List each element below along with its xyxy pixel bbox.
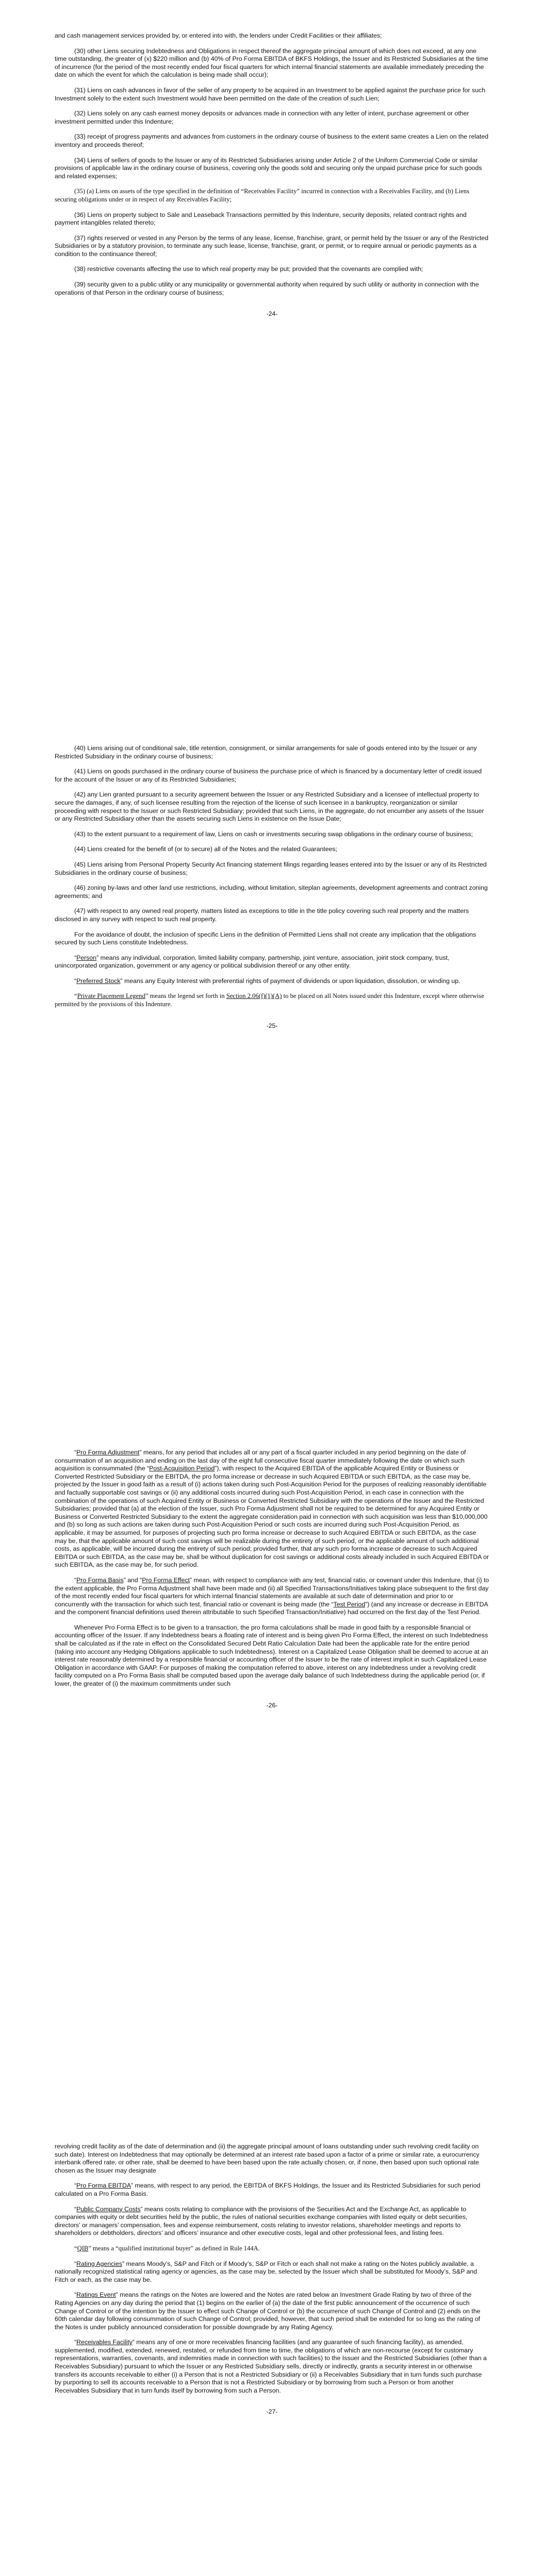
lien-clause-42: (42) any Lien granted pursuant to a security agreement between the Issuer or any Restricted Subsidiary and a licensee of intellectual property to secure the damages, if any, of such licensee resulting from the rejection of the license of such licensee in a bankruptcy, reorganization or similar proceeding with respect to the Issuer or such Restricted Subsidiary; provided that such Liens, in the aggregate, do not encumber any assets of the Issuer or any Restricted Subsidiary other than the assets securing such Liens in existence on the Issue Date; bbox=[55, 791, 484, 823]
defined-term: Rating Agencies bbox=[76, 2260, 122, 2267]
page-number: -26- bbox=[266, 1701, 278, 1709]
lien-clause-44: (44) Liens created for the benefit of (or to secure) all of the Notes and the related Guarantees; bbox=[74, 845, 337, 853]
definition-private-placement-legend: “Private Placement Legend” means the legend set forth in Section 2.06(f)(1)(A) to be placed on all Notes issued under this Indenture, except where otherwise permitted by the provisions of this Indenture. bbox=[55, 992, 484, 1008]
definition-pro-forma-basis: “Pro Forma Basis” and “Pro Forma Effect” mean, with respect to compliance with any test, financial ratio, or covenant under this Indenture, that (i) to the extent applicable, the Pro Forma Adjustment shall have been made and (ii) all Specified Transactions/Initiatives taking place subsequent to the first day of the most recently ended four fiscal quarters for which internal financial statements are available at such date of determination and prior to or concurrently with the transaction for which such test, financial ratio or covenant is being made (the “Test Period”) (and any increase or decrease in EBITDA and the component financial definitions used therein attributable to such Specified Transaction/Initiative) had occurred on the first day of the Test Period. bbox=[55, 1576, 489, 1616]
definition-rating-agencies: “Rating Agencies” means Moody’s, S&P and Fitch or if Moody’s, S&P or Fitch or each shall not make a rating on the Notes publicly available, a nationally recognized statistical rating agency or agencies, as the case may be, selected by the Issuer which shall be substituted for Moody’s, S&P and Fitch or each, as the case may be. bbox=[55, 2260, 477, 2283]
lien-clause-45: (45) Liens arising from Personal Property Security Act financing statement filings regarding leases entered into by the Issuer or any of its Restricted Subsidiaries in the ordinary course of business; bbox=[55, 860, 487, 876]
page-number: -27- bbox=[266, 2408, 278, 2416]
lien-clause-33: (33) receipt of progress payments and advances from customers in the ordinary course of business to the extent same creates a Lien on the related inventory and proceeds thereof; bbox=[55, 133, 489, 148]
lien-clause-37: (37) rights reserved or vested in any Person by the terms of any lease, license, franchise, grant, or permit held by the Issuer or any of the Restricted Subsidiaries or by a statutory provision, to terminate any such lease, license, franchise, grant, or permit, or to require annual or periodic payments as a condition to the continuance thereof; bbox=[55, 234, 489, 258]
definition-preferred-stock: “Preferred Stock” means any Equity Interest with preferential rights of payment of dividends or upon liquidation, dissolution, or winding up. bbox=[74, 977, 460, 985]
lien-clause-30: (30) other Liens securing Indebtedness and Obligations in respect thereof the aggregate principal amount of which does not exceed, at any one time outstanding, the greater of (x) $220 million and (b) 40% of Pro Forma EBITDA of BKFS Holdings, the Issuer and its Restricted Subsidiaries at the time of incurrence (for the period of the most recently ended four fiscal quarters for which internal financial statements are available immediately preceding the date on which the event for which the calculation is being made shall occur); bbox=[55, 47, 488, 79]
defined-term: Private Placement Legend bbox=[77, 992, 145, 1000]
lien-clause-47: (47) with respect to any owned real property, matters listed as exceptions to title in the title policy covering such real property and the matters disclosed in any survey with respect to such real property. bbox=[55, 907, 469, 923]
lien-clause-46: (46) zoning by-laws and other land use restrictions, including, without limitation, siteplan agreements, development agreements and contract zoning agreements; and bbox=[55, 884, 488, 900]
definition-public-company-costs: “Public Company Costs” means costs relating to compliance with the provisions of the Securities Act and the Exchange Act, as applicable to companies with equity or debt securities held by the public, the rules of national securities exchange companies with listed equity or debt securities, directors’ or managers’ compensation, fees and expense reimbursement, costs relating to investor relations, shareholder meetings and reports to shareholders or debtholders, directors’ and officers’ insurance and other executive costs, legal and other professional fees, and listing fees. bbox=[55, 2205, 468, 2237]
lien-clause-36: (36) Liens on property subject to Sale and Leaseback Transactions permitted by this Indenture, security deposits, related contract rights and payment intangibles related thereto; bbox=[55, 211, 467, 227]
paragraph: and cash management services provided by, or entered into with, the lenders under Credit Facilities or their affiliates; bbox=[55, 32, 382, 39]
defined-term: Receivables Facility bbox=[76, 2338, 133, 2346]
lien-clause-31: (31) Liens on cash advances in favor of the seller of any property to be acquired in an Investment to be applied against the purchase price for such Investment solely to the extent such Investment would have been permitted on the date of the creation of such Lien; bbox=[55, 86, 486, 102]
defined-term: Ratings Event bbox=[76, 2291, 116, 2299]
definition-receivables-facility: “Receivables Facility” means any of one or more receivables financing facilities (and any guarantee of such financing facility), as amended, supplemented, modified, extended, renewed, restated, or refunded from time to time, the obligations of which are non-recourse (except for customary representations, warranties, covenants, and indemnities made in connection with such facilities) to the Issuer and the Restricted Subsidiaries (other than a Receivables Subsidiary) pursuant to which the Issuer or any Restricted Subsidiary sells, directly or indirectly, grants a security interest in or otherwise transfers its accounts receivable to either (i) a Person that is not a Restricted Subsidiary or (ii) a Receivables Subsidiary that in turn funds such purchase by purporting to sell its accounts receivable to a Person that is not a Restricted Subsidiary or by borrowing from such a Person or from another Receivables Subsidiary that in turn funds itself by borrowing from such a Person. bbox=[55, 2338, 487, 2394]
definition-qib: “QIB” means a “qualified institutional buyer” as defined in Rule 144A. bbox=[74, 2244, 260, 2252]
page-26 bbox=[0, 1406, 544, 2110]
definition-pro-forma-adjustment: “Pro Forma Adjustment” means, for any period that includes all or any part of a fiscal quarter included in any period beginning on the date of consummation of an acquisition and ending on the last day of the eight full consecutive fiscal quarter immediately following the date on which such acquisition is consummated (the “Post-Acquisition Period”), with respect to the Acquired EBITDA of the applicable Acquired Entity or Business or Converted Restricted Subsidiary or the EBITDA, the pro forma increase or decrease in such Acquired EBITDA or such EBITDA, as the case may be, projected by the Issuer in good faith as a result of (i) actions taken during such Post-Acquisition Period for the purposes of realizing reasonably identifiable and factually supportable cost savings or (ii) any additional costs incurred during such Post-Acquisition Period, in each case in connection with the combination of the operations of such Acquired Entity or Business or Converted Restricted Subsidiary with the operations of the Issuer and the Restricted Subsidiaries; provided that (a) at the election of the Issuer, such Pro Forma Adjustment shall not be required to be determined for any Acquired Entity or Business or Converted Restricted Subsidiary to the extent the aggregate consideration paid in connection with such acquisition was less than $10,000,000 and (b) so long as such actions are taken during such Post-Acquisition Period or such costs are incurred during such Post-Acquisition Period, as applicable, it may be assumed, for purposes of projecting such pro forma increase or decrease to such Acquired EBITDA or such EBITDA, as the case may be, that the applicable amount of such cost savings will be realizable during the entirety of such period, or the applicable amount of such additional costs, as applicable, will be incurred during the entirety of such period; provided further, that any such pro forma increase or decrease to such Acquired EBITDA or such EBITDA, as the case may be, shall be without duplication for cost savings or additional costs already included in such Acquired EBITDA or such EBITDA, as the case may be, for such period. bbox=[55, 1449, 489, 1569]
page-number: -25- bbox=[266, 1022, 278, 1029]
page-27 bbox=[0, 2110, 544, 2576]
defined-term: Pro Forma Effect bbox=[142, 1576, 190, 1584]
lien-clause-35: (35) (a) Liens on assets of the type specified in the definition of “Receivables Facility” incurred in connection with a Receivables Facility, and (b) Liens securing obligations under or in respect of any Receivables Facility; bbox=[55, 188, 470, 203]
defined-term: Pro Forma EBITDA bbox=[76, 2182, 131, 2190]
section-cross-reference-link[interactable]: Section 2.06(f)(1)(A) bbox=[226, 992, 282, 1000]
pro-forma-calculation-paragraph: Whenever Pro Forma Effect is to be given to a transaction, the pro forma calculations shall be made in good faith by a responsible financial or accounting officer of the Issuer. If any Indebtedness bears a floating rate of interest and is being given Pro Forma Effect, the interest on such Indebtedness shall be calculated as if the rate in effect on the Consolidated Secured Debt Ratio Calculation Date had been the applicable rate for the entire period (taking into account any Hedging Obligations applicable to such Indebtedness). Interest on a Capitalized Lease Obligation shall be deemed to accrue at an interest rate reasonably determined by a responsible financial or accounting officer of the Issuer to be the rate of interest implicit in such Capitalized Lease Obligation in accordance with GAAP. For purposes of making the computation referred to above, interest on any Indebtedness under a revolving credit facility computed on a Pro Forma Basis shall be computed based upon the average daily balance of such Indebtedness during the applicable period (or, if lower, the greater of (i) the maximum commitments under such bbox=[55, 1623, 488, 1688]
defined-term: Post-Acquisition Period bbox=[149, 1465, 215, 1472]
definition-ratings-event: “Ratings Event” means the ratings on the Notes are lowered and the Notes are rated below an Investment Grade Rating by two of three of the Rating Agencies on any day during the period that (1) begins on the earlier of (a) the date of the first public announcement of the occurrence of such Change of Control or of the intention by the Issuer to effect such Change of Control or (b) the occurrence of such Change of Control and (2) ends on the 60th calendar day following consummation of such Change of Control; provided, however, that such period shall be extended for so long as the rating of the Notes is under publicly announced consideration for possible downgrade by any Rating Agency. bbox=[55, 2291, 481, 2331]
lien-clause-34: (34) Liens of sellers of goods to the Issuer or any of its Restricted Subsidiaries arising under Article 2 of the Uniform Commercial Code or similar provisions of applicable law in the ordinary course of business, covering only the goods sold and securing only the unpaid purchase price for such goods and related expenses; bbox=[55, 156, 482, 180]
lien-clause-38: (38) restrictive covenants affecting the use to which real property may be put; provided that the covenants are complied with; bbox=[74, 265, 423, 273]
definition-person: “Person” means any individual, corporation, limited liability company, partnership, joint venture, association, joint stock company, trust, unincorporated organization, government or any agency or political subdivision thereof or any other entity. bbox=[55, 954, 450, 970]
lien-clause-40: (40) Liens arising out of conditional sale, title retention, consignment, or similar arrangements for sale of goods entered into by the Issuer or any Restricted Subsidiary in the ordinary course of business; bbox=[55, 744, 477, 760]
defined-term: Person bbox=[76, 954, 97, 961]
page-number: -24- bbox=[266, 310, 278, 318]
defined-term: Preferred Stock bbox=[76, 977, 121, 985]
lien-clause-39: (39) security given to a public utility or any municipality or governmental authority when required by such utility or authority in connection with the operations of that Person in the ordinary course of business; bbox=[55, 281, 479, 296]
defined-term: Test Period bbox=[333, 1600, 366, 1608]
definition-pro-forma-ebitda: “Pro Forma EBITDA” means, with respect to any period, the EBITDA of BKFS Holdings, the Issuer and its Restricted Subsidiaries for such period calculated on a Pro Forma Basis. bbox=[55, 2182, 481, 2197]
page-25 bbox=[0, 703, 544, 1406]
page-24 bbox=[0, 0, 544, 703]
lien-clause-41: (41) Liens on goods purchased in the ordinary course of business the purchase price of which is financed by a documentary letter of credit issued for the account of the Issuer or any of its Restricted Subsidiaries; bbox=[55, 768, 482, 783]
defined-term: Pro Forma Adjustment bbox=[76, 1449, 140, 1456]
lien-clause-32: (32) Liens solely on any cash earnest money deposits or advances made in connection with any letter of intent, purchase agreement or other investment permitted under this Indenture; bbox=[55, 110, 469, 125]
defined-term: QIB bbox=[77, 2244, 89, 2252]
defined-term: Pro Forma Basis bbox=[76, 1576, 124, 1584]
paragraph: revolving credit facility as of the date of determination and (ii) the aggregate principal amount of loans outstanding under such revolving credit facility on such date). Interest on Indebtedness that may optionally be determined at an interest rate based upon a factor of a prime or similar rate, a eurocurrency interbank offered rate, or other rate, shall be deemed to have been based upon the rate actually chosen, or, if none, then based upon such optional rate chosen as the Issuer may designate bbox=[55, 2143, 480, 2174]
avoidance-of-doubt-paragraph: For the avoidance of doubt, the inclusion of specific Liens in the definition of Permitted Liens shall not create any implication that the obligations secured by such Liens constitute Indebtedness. bbox=[55, 930, 476, 946]
lien-clause-43: (43) to the extent pursuant to a requirement of law, Liens on cash or investments securing swap obligations in the ordinary course of business; bbox=[74, 830, 473, 838]
defined-term: Public Company Costs bbox=[76, 2205, 141, 2213]
